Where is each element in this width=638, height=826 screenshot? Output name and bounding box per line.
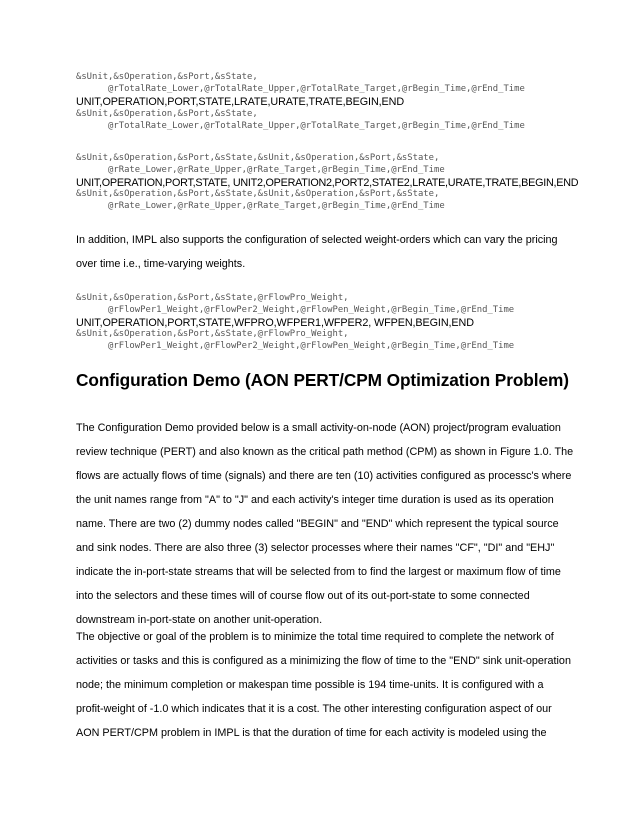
column-header-line: UNIT,OPERATION,PORT,STATE,WFPRO,WFPER1,WFPER2, WFPEN,BEGIN,END <box>76 317 474 329</box>
paragraph-line: and sink nodes. There are also three (3) selector processes where their names "CF", "DI" and "EHJ" <box>76 542 555 554</box>
paragraph-line: over time i.e., time-varying weights. <box>76 258 246 270</box>
code-line: &sUnit,&sOperation,&sPort,&sState,@rFlowPro_Weight, <box>76 293 349 303</box>
paragraph-line: indicate the in-port-state streams that will be selected from to find the largest or maximum flow of time <box>76 566 561 578</box>
demo-paragraph <box>76 416 576 632</box>
code-line: &sUnit,&sOperation,&sPort,&sState, <box>76 72 258 82</box>
paragraph-line: the unit names range from "A" to "J" and each activity's integer time duration is used as its operation <box>76 494 554 506</box>
code-line: &sUnit,&sOperation,&sPort,&sState,@rFlowPro_Weight, <box>76 329 349 339</box>
code-line: &sUnit,&sOperation,&sPort,&sState,&sUnit,&sOperation,&sPort,&sState, <box>76 153 440 163</box>
column-header-line: UNIT,OPERATION,PORT,STATE, UNIT2,OPERATION2,PORT2,STATE2,LRATE,URATE,TRATE,BEGIN,END <box>76 177 579 189</box>
code-line: @rTotalRate_Lower,@rTotalRate_Upper,@rTotalRate_Target,@rBegin_Time,@rEnd_Time <box>76 84 525 94</box>
paragraph-line: flows are actually flows of time (signals) and there are ten (10) activities configured as processc's where <box>76 470 572 482</box>
column-header-line: UNIT,OPERATION,PORT,STATE,LRATE,URATE,TRATE,BEGIN,END <box>76 96 405 108</box>
paragraph-line: name. There are two (2) dummy nodes called "BEGIN" and "END" which represent the typical source <box>76 518 559 530</box>
paragraph-line: AON PERT/CPM problem in IMPL is that the duration of time for each activity is modeled using the <box>76 727 547 739</box>
paragraph-line: profit-weight of -1.0 which indicates that it is a cost. The other interesting configuration aspect of our <box>76 703 552 715</box>
code-line: @rTotalRate_Lower,@rTotalRate_Upper,@rTotalRate_Target,@rBegin_Time,@rEnd_Time <box>76 121 525 131</box>
code-line: @rRate_Lower,@rRate_Upper,@rRate_Target,@rBegin_Time,@rEnd_Time <box>76 201 445 211</box>
code-line: @rFlowPer1_Weight,@rFlowPer2_Weight,@rFlowPen_Weight,@rBegin_Time,@rEnd_Time <box>76 305 515 315</box>
paragraph-line: The objective or goal of the problem is to minimize the total time required to complete the network of <box>76 631 554 643</box>
code-line: @rRate_Lower,@rRate_Upper,@rRate_Target,@rBegin_Time,@rEnd_Time <box>76 165 445 175</box>
paragraph-line: In addition, IMPL also supports the configuration of selected weight-orders which can vary the pricing <box>76 234 558 246</box>
paragraph-line: activities or tasks and this is configured as a minimizing the flow of time to the "END" sink unit-operation <box>76 655 571 667</box>
weights-paragraph <box>76 228 576 276</box>
paragraph-line: into the selectors and these times will of course flow out of its out-port-state to some connected <box>76 590 530 602</box>
section-heading: Configuration Demo (AON PERT/CPM Optimization Problem) <box>76 370 569 390</box>
paragraph-line: downstream in-port-state on another unit-operation. <box>76 614 323 626</box>
code-line: &sUnit,&sOperation,&sPort,&sState, <box>76 109 258 119</box>
paragraph-line: review technique (PERT) and also known as the critical path method (CPM) as shown in Figure 1.0. The <box>76 446 574 458</box>
code-line: @rFlowPer1_Weight,@rFlowPer2_Weight,@rFlowPen_Weight,@rBegin_Time,@rEnd_Time <box>76 341 515 351</box>
paragraph-line: node; the minimum completion or makespan time possible is 194 time-units. It is configured with a <box>76 679 544 691</box>
code-line: &sUnit,&sOperation,&sPort,&sState,&sUnit,&sOperation,&sPort,&sState, <box>76 189 440 199</box>
objective-paragraph <box>76 625 576 745</box>
paragraph-line: The Configuration Demo provided below is a small activity-on-node (AON) project/program evaluation <box>76 422 561 434</box>
